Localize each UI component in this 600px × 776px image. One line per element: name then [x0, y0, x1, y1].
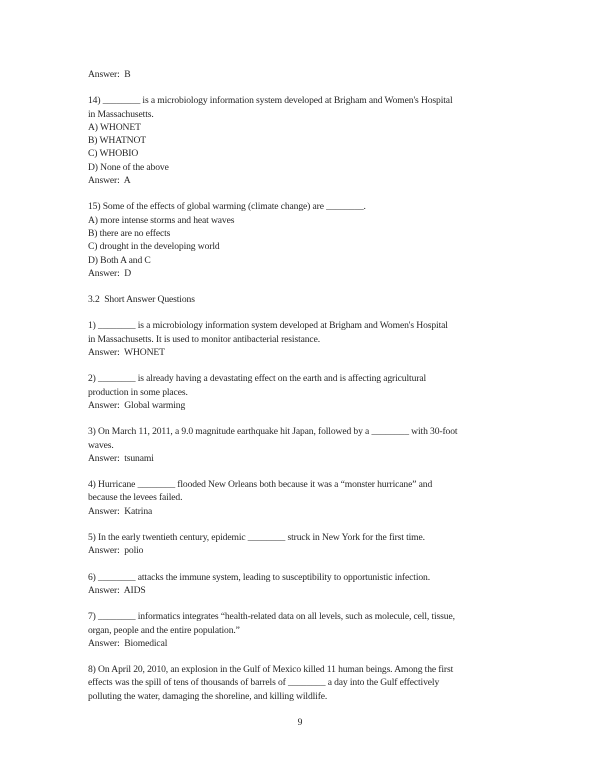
text-line: C) WHOBIO: [88, 148, 139, 160]
page-number: 9: [297, 717, 303, 728]
text-line: Answer: B: [88, 69, 131, 80]
text-line: 7) ________ informatics integrates “health-related data on all levels, such as molecule, cell, tissue,: [88, 611, 455, 623]
text-line: 2) ________ is already having a devastating effect on the earth and is affecting agricultural: [88, 373, 427, 385]
text-line: D) Both A and C: [88, 254, 151, 266]
text-line: B) there are no effects: [88, 227, 171, 239]
text-line: in Massachusetts. It is used to monitor antibacterial resistance.: [88, 333, 320, 345]
text-line: Answer: tsunami: [88, 452, 154, 464]
question-1: [88, 319, 518, 359]
text-line: 6) ________ attacks the immune system, leading to susceptibility to opportunistic infection.: [88, 571, 431, 583]
text-line: 4) Hurricane ________ flooded New Orleans both because it was a “monster hurricane” and: [88, 479, 433, 491]
text-line: A) WHONET: [88, 121, 141, 133]
question-6: [88, 571, 518, 598]
text-line: polluting the water, damaging the shoreline, and killing wildlife.: [88, 690, 328, 702]
text-line: 15) Some of the effects of global warming (climate change) are ________.: [88, 201, 366, 213]
question-7: [88, 610, 518, 650]
text-line: 3) On March 11, 2011, a 9.0 magnitude earthquake hit Japan, followed by a ________ with 30-foot: [88, 426, 458, 438]
section-heading: [88, 293, 518, 306]
question-3: [88, 425, 518, 465]
text-line: Answer: polio: [88, 545, 144, 557]
text-line: effects was the spill of tens of thousands of barrels of ________ a day into the Gulf effectively: [88, 677, 440, 689]
text-line: waves.: [88, 439, 114, 451]
text-line: Answer: D: [88, 267, 132, 279]
text-line: B) WHATNOT: [88, 135, 147, 147]
text-line: Answer: A: [88, 175, 131, 187]
text-line: A) more intense storms and heat waves: [88, 214, 235, 226]
text-line: 3.2 Short Answer Questions: [88, 294, 195, 306]
text-line: 8) On April 20, 2010, an explosion in the Gulf of Mexico killed 11 human beings. Among the first: [88, 664, 454, 676]
answer-line-q13: [88, 68, 518, 81]
text-line: 14) ________ is a microbiology information system developed at Brigham and Women's Hospital: [88, 95, 453, 107]
text-line: Answer: Katrina: [88, 505, 153, 517]
question-15: [88, 200, 518, 280]
text-line: production in some places.: [88, 386, 188, 398]
text-line: C) drought in the developing world: [88, 241, 220, 253]
text-line: organ, people and the entire population.”: [88, 624, 240, 636]
text-line: Answer: AIDS: [88, 584, 146, 596]
text-line: 5) In the early twentieth century, epidemic ________ struck in New York for the first time.: [88, 532, 425, 544]
question-5: [88, 531, 518, 558]
text-line: Answer: Global warming: [88, 399, 186, 411]
text-line: Answer: Biomedical: [88, 637, 168, 649]
question-4: [88, 478, 518, 518]
text-line: 1) ________ is a microbiology information system developed at Brigham and Women's Hospital: [88, 320, 448, 332]
text-line: Answer: WHONET: [88, 347, 165, 359]
question-8: [88, 663, 518, 703]
text-line: because the levees failed.: [88, 492, 183, 504]
question-2: [88, 372, 518, 412]
page-content: [88, 68, 518, 716]
question-14: [88, 94, 518, 187]
text-line: in Massachusetts.: [88, 108, 154, 120]
text-line: D) None of the above: [88, 161, 169, 173]
